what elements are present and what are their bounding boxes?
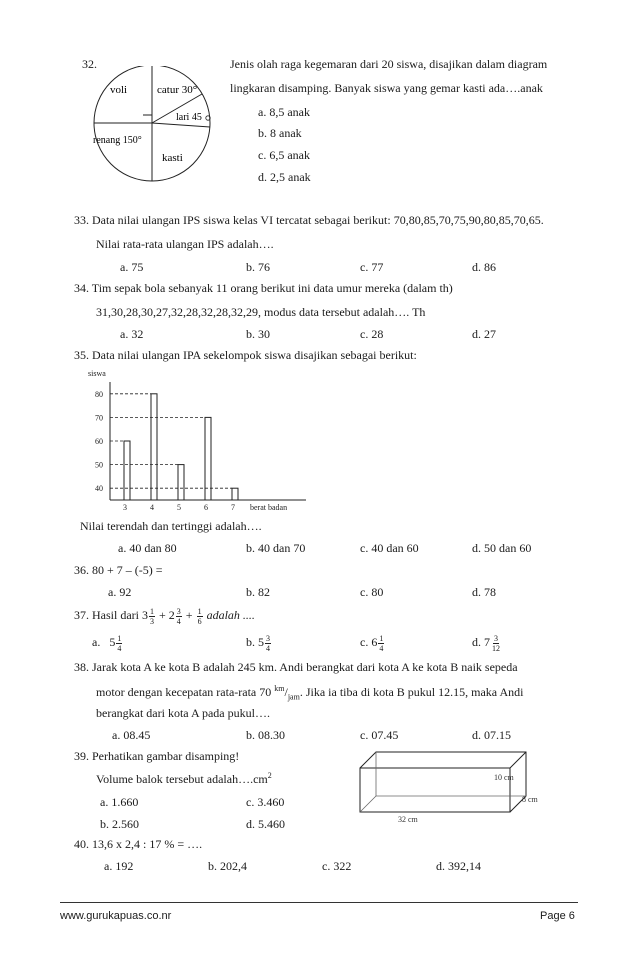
q34-option-a[interactable]: a. 32 bbox=[120, 327, 144, 341]
q37-option-c-fraction bbox=[378, 634, 384, 653]
q39-line1: 39. Perhatikan gambar disamping! bbox=[74, 749, 240, 763]
q37-option-b-label: b. bbox=[246, 635, 255, 649]
q37-term3-den: 6 bbox=[197, 616, 202, 626]
y-tick-label-40: 40 bbox=[95, 484, 103, 494]
q37-term2-num: 3 bbox=[176, 606, 181, 616]
q37-option-d-whole: 7 bbox=[484, 635, 490, 649]
q33-line1: 33. Data nilai ulangan IPS siswa kelas VI tercatat sebagai berikut: 70,80,85,70,75,90,80,85,70,65. bbox=[74, 213, 544, 227]
bar-3 bbox=[124, 441, 130, 500]
q36-option-c[interactable]: c. 80 bbox=[360, 585, 384, 599]
q39-option-a[interactable]: a. 1.660 bbox=[100, 795, 139, 809]
footer-site[interactable]: www.gurukapuas.co.nr bbox=[60, 910, 172, 922]
q32-option-d[interactable]: d. 2,5 anak bbox=[258, 170, 311, 184]
q32-option-a[interactable]: a. 8,5 anak bbox=[258, 105, 310, 119]
q35-option-a[interactable]: a. 40 dan 80 bbox=[118, 541, 177, 555]
q38-line2-a: motor dengan kecepatan rata-rata 70 bbox=[96, 685, 272, 699]
q38-option-b[interactable]: b. 08.30 bbox=[246, 728, 285, 742]
bar-7 bbox=[232, 488, 238, 500]
q37-option-a-whole: 5 bbox=[109, 635, 116, 649]
y-tick-label-50: 50 bbox=[95, 460, 103, 470]
q32-number: 32. bbox=[82, 57, 97, 71]
q37-option-c-whole: 6 bbox=[371, 635, 378, 649]
q37-option-c-num: 1 bbox=[379, 633, 384, 643]
q37-term3-num: 1 bbox=[197, 606, 202, 616]
x-tick-label-5: 5 bbox=[177, 503, 181, 512]
q32-option-c[interactable]: c. 6,5 anak bbox=[258, 148, 310, 162]
q37-term3-fraction bbox=[197, 607, 203, 626]
q38-line1: 38. Jarak kota A ke kota B adalah 245 km. Andi berangkat dari kota A ke kota B naik sepeda bbox=[74, 660, 518, 674]
q39-option-b[interactable]: b. 2.560 bbox=[100, 817, 139, 831]
cuboid-height-label: 10 cm bbox=[494, 773, 514, 782]
q37-option-c-den: 4 bbox=[379, 643, 384, 653]
cuboid-back-edges bbox=[360, 752, 526, 812]
footer-rule bbox=[60, 902, 578, 903]
q34-line1: 34. Tim sepak bola sebanyak 11 orang berikut ini data umur mereka (dalam th) bbox=[74, 281, 453, 295]
cuboid-diagram bbox=[352, 748, 542, 828]
q37-option-a[interactable] bbox=[92, 629, 123, 655]
q38-option-a[interactable]: a. 08.45 bbox=[112, 728, 151, 742]
q36-option-b[interactable]: b. 82 bbox=[246, 585, 270, 599]
cuboid-front-face bbox=[360, 768, 510, 812]
q38-line2-b: . Jika ia tiba di kota B pukul 12.15, maka Andi bbox=[299, 685, 524, 699]
q37-suffix: adalah .... bbox=[206, 608, 255, 622]
q37-option-a-num: 1 bbox=[117, 633, 122, 643]
q39-option-c[interactable]: c. 3.460 bbox=[246, 795, 285, 809]
q37-plus2: + bbox=[185, 608, 193, 622]
cuboid-hidden-edge-diagonal bbox=[360, 796, 376, 812]
q37-option-d-num: 3 bbox=[494, 633, 498, 643]
q37-prefix: 37. Hasil dari bbox=[74, 608, 139, 622]
q38-line2: motor dengan kecepatan rata-rata 70 $^{km}/_{jam}$. Jika ia tiba di kota B pukul 12.15, maka Andi bbox=[96, 684, 524, 702]
q33-option-a[interactable]: a. 75 bbox=[120, 260, 144, 274]
slice-label-renang: renang 150° bbox=[93, 135, 142, 146]
slice-label-catur: catur 30° bbox=[157, 84, 198, 96]
q37-term1-den: 3 bbox=[150, 616, 154, 626]
bar-5 bbox=[178, 465, 184, 500]
x-tick-label-7: 7 bbox=[231, 503, 235, 512]
q37-option-b-den: 4 bbox=[266, 643, 270, 653]
q37-term1-num: 1 bbox=[150, 606, 154, 616]
q39-line2 bbox=[96, 771, 272, 787]
q37-option-a-den: 4 bbox=[117, 643, 122, 653]
q38-unit-km: km bbox=[274, 684, 285, 693]
y-tick-label-70: 70 bbox=[95, 413, 103, 423]
q39-option-d[interactable]: d. 5.460 bbox=[246, 817, 285, 831]
q35-option-b[interactable]: b. 40 dan 70 bbox=[246, 541, 306, 555]
q37-expression bbox=[74, 601, 255, 629]
q37-option-a-label: a. bbox=[92, 635, 101, 649]
q37-plus1: + bbox=[159, 608, 166, 622]
x-tick-label-6: 6 bbox=[204, 503, 208, 512]
q33-option-d[interactable]: d. 86 bbox=[472, 260, 496, 274]
q37-term2-fraction bbox=[176, 607, 182, 626]
q33-line2: Nilai rata-rata ulangan IPS adalah…. bbox=[96, 237, 274, 251]
q37-option-b-num: 3 bbox=[266, 633, 270, 643]
y-axis-label: siswa bbox=[88, 369, 106, 378]
q38-option-c[interactable]: c. 07.45 bbox=[360, 728, 399, 742]
q37-term1-whole: 3 bbox=[142, 608, 148, 622]
q38-option-d[interactable]: d. 07.15 bbox=[472, 728, 511, 742]
q36-option-d[interactable]: d. 78 bbox=[472, 585, 496, 599]
q37-term2-whole: 2 bbox=[168, 608, 175, 622]
q37-option-c[interactable] bbox=[360, 629, 385, 655]
x-tick-label-3: 3 bbox=[123, 503, 127, 512]
q32-text-line1: Jenis olah raga kegemaran dari 20 siswa, disajikan dalam diagram bbox=[230, 57, 548, 71]
q32-option-b[interactable]: b. 8 anak bbox=[258, 126, 302, 140]
q37-option-b-whole: 5 bbox=[258, 635, 264, 649]
q38-line3: berangkat dari kota A pada pukul…. bbox=[96, 706, 270, 720]
bar-4 bbox=[151, 394, 157, 500]
footer-page: Page 6 bbox=[540, 910, 575, 922]
x-tick-label-4: 4 bbox=[150, 503, 154, 512]
y-tick-label-60: 60 bbox=[95, 437, 103, 446]
pie-chart bbox=[88, 66, 228, 186]
q35-option-c[interactable]: c. 40 dan 60 bbox=[360, 541, 419, 555]
q39-superscript: 2 bbox=[267, 771, 272, 780]
bar-chart bbox=[88, 366, 318, 516]
slice-label-kasti: kasti bbox=[162, 152, 183, 164]
q34-line2: 31,30,28,30,27,32,28,32,28,32,29, modus data tersebut adalah…. Th bbox=[96, 305, 426, 319]
q37-term2-den: 4 bbox=[176, 616, 181, 626]
q37-option-d-label: d. bbox=[472, 635, 481, 649]
slice-label-voli: voli bbox=[110, 84, 128, 96]
cuboid-length-label: 32 cm bbox=[398, 815, 418, 824]
q37-option-d-den: 12 bbox=[492, 643, 500, 653]
q40-option-c[interactable]: c. 322 bbox=[322, 859, 352, 873]
q33-option-c[interactable]: c. 77 bbox=[360, 260, 384, 274]
cuboid-width-label: 8 cm bbox=[522, 795, 538, 804]
q40-option-d[interactable]: d. 392,14 bbox=[436, 859, 481, 873]
q37-term1-fraction bbox=[149, 607, 155, 626]
slice-label-lari: lari 45 bbox=[176, 112, 202, 123]
x-axis-label: berat badan bbox=[250, 503, 288, 512]
cuboid-top-right-edge bbox=[510, 752, 526, 768]
q34-option-b[interactable]: b. 30 bbox=[246, 327, 270, 341]
q40-option-b[interactable]: b. 202,4 bbox=[208, 859, 247, 873]
q34-option-c[interactable]: c. 28 bbox=[360, 327, 384, 341]
q38-unit-jam: jam bbox=[287, 692, 300, 702]
q37-option-d-fraction bbox=[491, 634, 501, 653]
q37-option-c-label: c. bbox=[360, 635, 369, 649]
q37-option-d[interactable] bbox=[472, 629, 502, 655]
q39-line2-text: Volume balok tersebut adalah….cm bbox=[96, 772, 268, 786]
q40-line1: 40. 13,6 x 2,4 : 17 % = …. bbox=[74, 837, 203, 851]
q34-option-d[interactable]: d. 27 bbox=[472, 327, 496, 341]
q37-option-a-fraction bbox=[116, 634, 122, 653]
q35-option-d[interactable]: d. 50 dan 60 bbox=[472, 541, 532, 555]
q32-text-line2: lingkaran disamping. Banyak siswa yang gemar kasti ada….anak bbox=[230, 81, 543, 95]
q37-option-b-fraction bbox=[265, 634, 271, 653]
q36-option-a[interactable]: a. 92 bbox=[108, 585, 132, 599]
q40-option-a[interactable]: a. 192 bbox=[104, 859, 134, 873]
q35-question: Nilai terendah dan tertinggi adalah…. bbox=[80, 519, 262, 533]
y-tick-label-80: 80 bbox=[95, 389, 103, 399]
q37-option-b[interactable] bbox=[246, 629, 272, 655]
q36-line1: 36. 80 + 7 – (-5) = bbox=[74, 563, 163, 577]
q35-line1: 35. Data nilai ulangan IPA sekelompok siswa disajikan sebagai berikut: bbox=[74, 348, 417, 362]
bar-6 bbox=[205, 417, 211, 500]
q33-option-b[interactable]: b. 76 bbox=[246, 260, 270, 274]
